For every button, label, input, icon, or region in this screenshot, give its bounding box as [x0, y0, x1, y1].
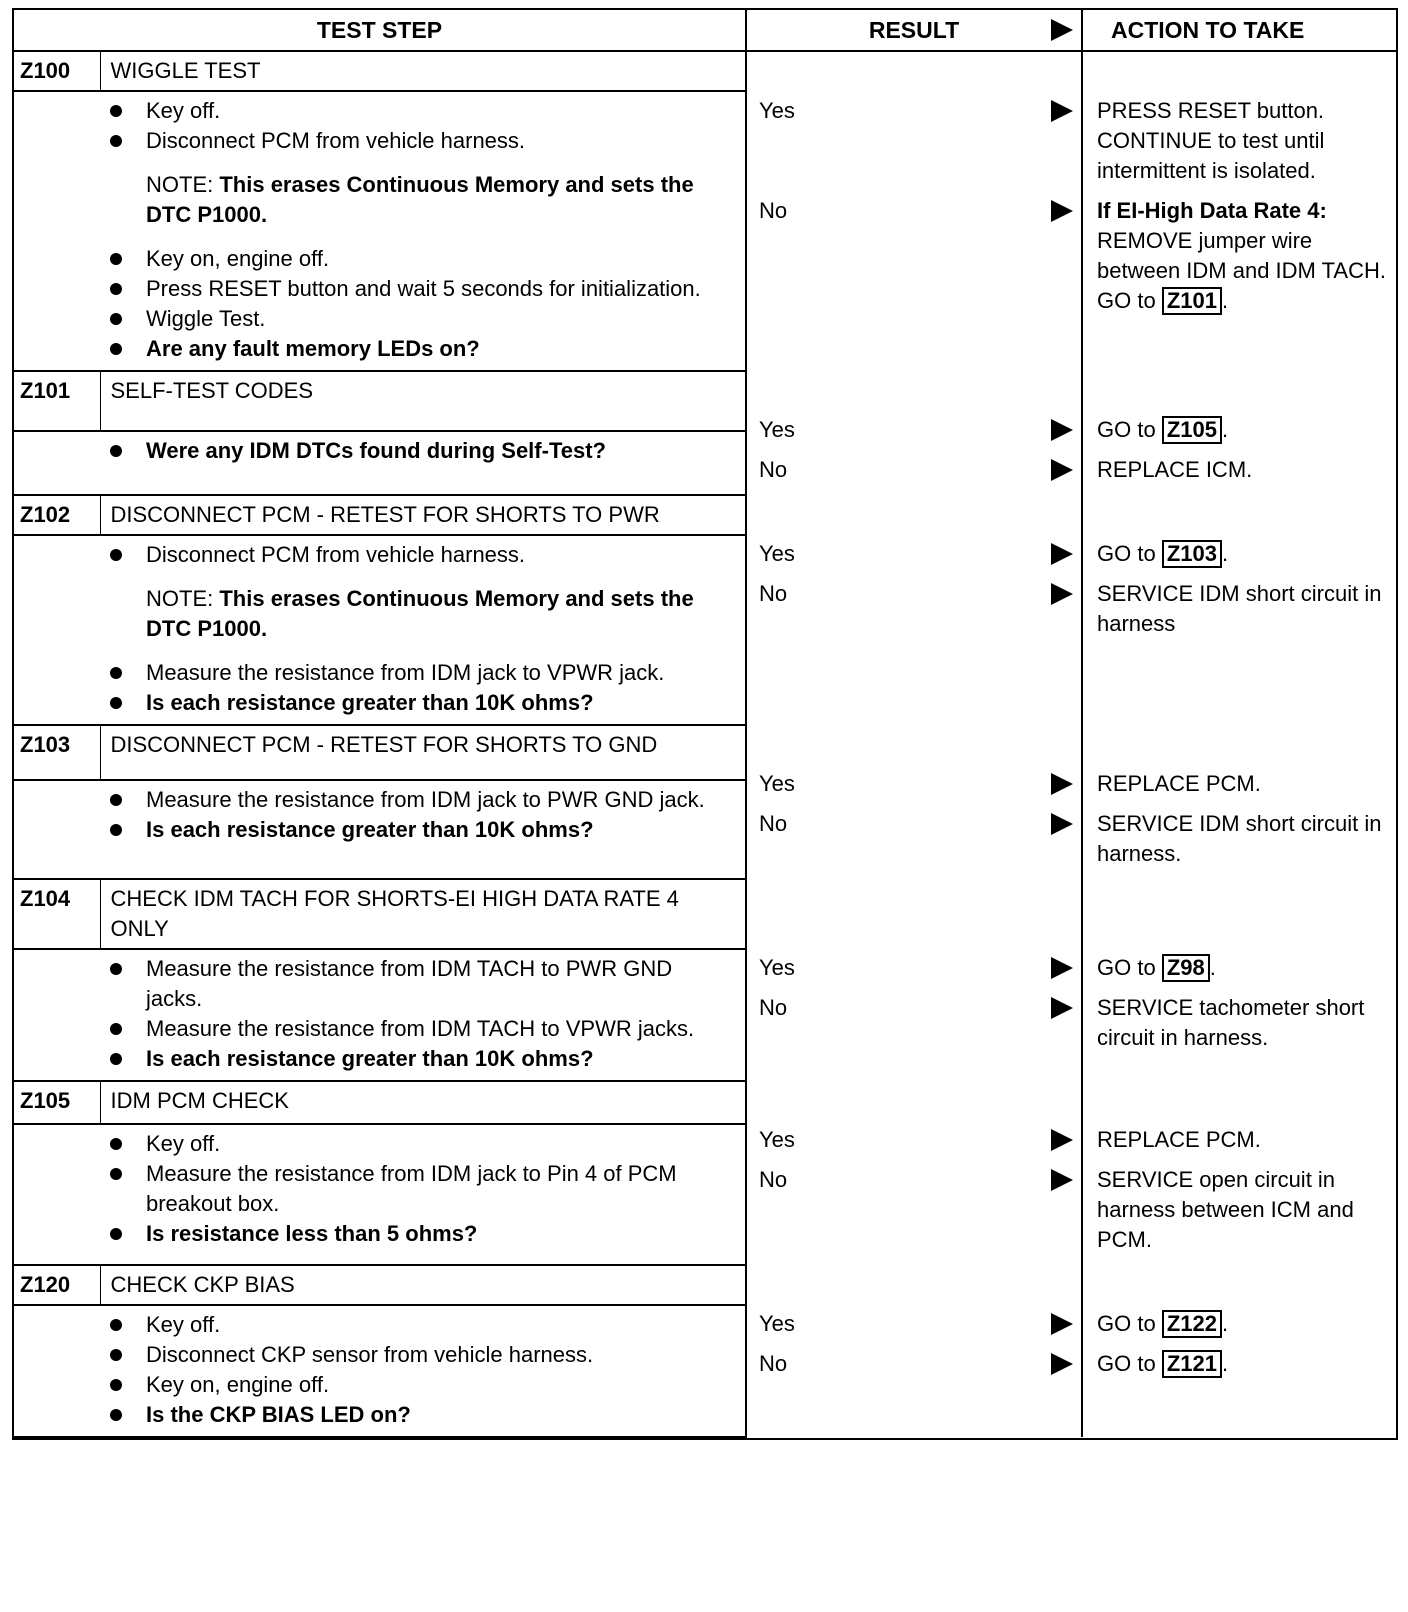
header-result	[746, 10, 1082, 51]
action-suffix: .	[1221, 417, 1229, 442]
result-cell	[746, 725, 1082, 879]
instruction-list	[106, 540, 733, 570]
bullet-icon	[110, 1168, 122, 1180]
step-instructions	[14, 780, 746, 879]
result-list	[747, 725, 1081, 879]
instruction-text: Key off.	[146, 1312, 221, 1337]
instruction-list	[106, 1310, 733, 1430]
bullet-icon	[110, 313, 122, 325]
action-cell	[1082, 725, 1396, 879]
result-row	[747, 455, 1081, 495]
instruction-text: Measure the resistance from IDM jack to Pin 4 of PCM breakout box.	[146, 1160, 677, 1216]
instruction-item	[106, 1129, 733, 1159]
instruction-text: Were any IDM DTCs found during Self-Test?	[146, 438, 606, 464]
instruction-item	[106, 815, 733, 845]
action-text	[1083, 96, 1396, 186]
result-row	[747, 196, 1081, 326]
instruction-text: Is resistance less than 5 ohms?	[146, 1220, 478, 1246]
step-reference-link[interactable]: Z122	[1162, 1310, 1222, 1338]
instruction-item	[106, 334, 733, 364]
result-row	[747, 1309, 1081, 1349]
step-title-row	[14, 725, 1396, 780]
step-instructions	[14, 1124, 746, 1265]
step-id: Z101	[14, 371, 100, 431]
action-list	[1083, 495, 1396, 639]
step-title: SELF-TEST CODES	[100, 371, 746, 431]
instruction-item	[106, 954, 733, 1014]
step-title: CHECK IDM TACH FOR SHORTS-EI HIGH DATA RATE 4 ONLY	[100, 879, 746, 949]
instruction-item	[106, 658, 733, 688]
arrow-right-icon	[1051, 997, 1073, 1019]
step-title-row	[14, 371, 1396, 431]
step-id: Z105	[14, 1081, 100, 1124]
step-title: WIGGLE TEST	[100, 51, 746, 91]
result-label: Yes	[759, 1127, 795, 1152]
arrow-right-icon	[1051, 1313, 1073, 1335]
header-result-label: RESULT	[868, 16, 960, 43]
note	[106, 170, 733, 230]
action-instruction: GO to	[1097, 417, 1156, 442]
step-instructions	[14, 949, 746, 1081]
step-reference-link[interactable]: Z121	[1162, 1350, 1222, 1378]
bullet-icon	[110, 1138, 122, 1150]
action-list	[1083, 1081, 1396, 1255]
result-cell	[746, 51, 1082, 371]
action-cell	[1082, 51, 1396, 371]
action-instruction: REPLACE PCM.	[1097, 771, 1261, 796]
instruction-text: Disconnect CKP sensor from vehicle harness.	[146, 1342, 594, 1367]
result-label: No	[759, 198, 788, 223]
action-cell	[1082, 879, 1396, 1081]
result-label: No	[759, 811, 788, 836]
instruction-text: Key on, engine off.	[146, 246, 330, 271]
result-row	[747, 1349, 1081, 1389]
result-label: Yes	[759, 771, 795, 796]
instruction-text: Is each resistance greater than 10K ohms?	[146, 1046, 594, 1071]
instruction-text: Wiggle Test.	[146, 306, 266, 331]
instruction-list	[106, 244, 733, 364]
step-title-row	[14, 51, 1396, 91]
step-instructions	[14, 535, 746, 725]
arrow-right-icon	[1051, 1129, 1073, 1151]
instruction-text: Measure the resistance from IDM jack to PWR GND jack.	[146, 787, 705, 812]
action-suffix: .	[1221, 1351, 1229, 1376]
bullet-icon	[110, 135, 122, 147]
step-title: DISCONNECT PCM - RETEST FOR SHORTS TO GND	[100, 725, 746, 780]
action-text	[1083, 455, 1396, 485]
result-row	[747, 96, 1081, 196]
instruction-item	[106, 1370, 733, 1400]
result-label: No	[759, 1351, 788, 1376]
action-cell	[1082, 1081, 1396, 1265]
instruction-item	[106, 1340, 733, 1370]
step-title-row	[14, 1265, 1396, 1305]
result-label: No	[759, 581, 788, 606]
instruction-list	[106, 785, 733, 845]
instruction-text: Press RESET button and wait 5 seconds for initialization.	[146, 276, 701, 301]
action-instruction: GO to	[1097, 1311, 1156, 1336]
instruction-list	[106, 658, 733, 718]
result-row	[747, 1165, 1081, 1265]
arrow-right-icon	[1051, 19, 1073, 41]
instruction-item	[106, 540, 733, 570]
result-row	[747, 1125, 1081, 1165]
bullet-icon	[110, 1319, 122, 1331]
instruction-item	[106, 126, 733, 156]
result-label: Yes	[759, 955, 795, 980]
action-instruction: SERVICE IDM short circuit in harness.	[1097, 811, 1382, 866]
result-list	[747, 371, 1081, 495]
bullet-icon	[110, 549, 122, 561]
action-text	[1083, 415, 1396, 445]
step-title: IDM PCM CHECK	[100, 1081, 746, 1124]
result-list	[747, 1265, 1081, 1389]
instruction-list	[106, 436, 733, 466]
step-title: DISCONNECT PCM - RETEST FOR SHORTS TO PWR	[100, 495, 746, 535]
result-label: Yes	[759, 417, 795, 442]
result-cell	[746, 495, 1082, 725]
instruction-item	[106, 1014, 733, 1044]
instruction-text: Are any fault memory LEDs on?	[146, 336, 480, 361]
step-title-row	[14, 879, 1396, 949]
arrow-right-icon	[1051, 957, 1073, 979]
step-id: Z104	[14, 879, 100, 949]
action-text	[1083, 196, 1396, 316]
instruction-item	[106, 96, 733, 126]
step-reference-link[interactable]: Z105	[1162, 416, 1222, 444]
result-row	[747, 769, 1081, 809]
action-text	[1083, 1349, 1396, 1379]
action-instruction: GO to	[1097, 955, 1156, 980]
instruction-list	[106, 954, 733, 1074]
bullet-icon	[110, 697, 122, 709]
bullet-icon	[110, 1349, 122, 1361]
action-instruction: SERVICE IDM short circuit in harness	[1097, 581, 1382, 636]
step-instructions	[14, 91, 746, 371]
bullet-icon	[110, 963, 122, 975]
instruction-item	[106, 688, 733, 718]
instruction-text: Disconnect PCM from vehicle harness.	[146, 128, 526, 153]
instruction-text: Key on, engine off.	[146, 1372, 330, 1397]
action-text	[1083, 809, 1396, 869]
action-suffix: .	[1221, 288, 1229, 313]
step-title: CHECK CKP BIAS	[100, 1265, 746, 1305]
action-instruction: SERVICE tachometer short circuit in harness.	[1097, 995, 1365, 1050]
arrow-right-icon	[1051, 200, 1073, 222]
instruction-item	[106, 274, 733, 304]
action-suffix: .	[1221, 1311, 1229, 1336]
instruction-text: Is the CKP BIAS LED on?	[146, 1402, 411, 1427]
result-list	[747, 52, 1081, 326]
bullet-icon	[110, 445, 122, 457]
result-list	[747, 495, 1081, 649]
instruction-text: Measure the resistance from IDM TACH to PWR GND jacks.	[146, 956, 673, 1011]
arrow-right-icon	[1051, 583, 1073, 605]
result-row	[747, 993, 1081, 1063]
step-id: Z120	[14, 1265, 100, 1305]
step-id: Z103	[14, 725, 100, 780]
action-list	[1083, 52, 1396, 316]
step-id: Z102	[14, 495, 100, 535]
bullet-icon	[110, 1409, 122, 1421]
result-row	[747, 579, 1081, 649]
action-text	[1083, 579, 1396, 639]
action-list	[1083, 725, 1396, 869]
bullet-icon	[110, 1023, 122, 1035]
instruction-item	[106, 1400, 733, 1430]
instruction-text: Is each resistance greater than 10K ohms?	[146, 817, 594, 842]
result-label: Yes	[759, 1311, 795, 1336]
instruction-list	[106, 1129, 733, 1249]
action-text	[1083, 539, 1396, 569]
action-list	[1083, 879, 1396, 1053]
result-label: No	[759, 1167, 788, 1192]
instruction-item	[106, 1044, 733, 1074]
bullet-icon	[110, 253, 122, 265]
action-instruction: REMOVE jumper wire between IDM and IDM TACH. GO to	[1097, 228, 1386, 313]
result-label: No	[759, 457, 788, 482]
step-reference-link[interactable]: Z103	[1162, 540, 1222, 568]
instruction-item	[106, 1219, 733, 1249]
result-cell	[746, 371, 1082, 495]
test-step-table	[14, 10, 1396, 1438]
arrow-right-icon	[1051, 543, 1073, 565]
result-row	[747, 415, 1081, 455]
instruction-item	[106, 436, 733, 466]
result-cell	[746, 879, 1082, 1081]
bullet-icon	[110, 105, 122, 117]
step-instructions	[14, 431, 746, 495]
action-text	[1083, 993, 1396, 1053]
result-label: Yes	[759, 541, 795, 566]
table-body	[14, 51, 1396, 1437]
arrow-right-icon	[1051, 459, 1073, 481]
action-cell	[1082, 371, 1396, 495]
instruction-text: Measure the resistance from IDM TACH to VPWR jacks.	[146, 1016, 695, 1041]
arrow-right-icon	[1051, 100, 1073, 122]
action-instruction: REPLACE PCM.	[1097, 1127, 1261, 1152]
action-cell	[1082, 1265, 1396, 1437]
instruction-item	[106, 304, 733, 334]
step-title-row	[14, 1081, 1396, 1124]
result-row	[747, 953, 1081, 993]
bullet-icon	[110, 794, 122, 806]
action-text	[1083, 953, 1396, 983]
action-text	[1083, 1125, 1396, 1155]
result-cell	[746, 1081, 1082, 1265]
result-list	[747, 879, 1081, 1063]
instruction-item	[106, 244, 733, 274]
result-cell	[746, 1265, 1082, 1437]
arrow-right-icon	[1051, 419, 1073, 441]
result-label: Yes	[759, 98, 795, 123]
action-instruction: GO to	[1097, 1351, 1156, 1376]
action-instruction: SERVICE open circuit in harness between ICM and PCM.	[1097, 1167, 1354, 1252]
instruction-list	[106, 96, 733, 156]
header-test-step: TEST STEP	[14, 10, 746, 51]
instruction-text: Key off.	[146, 1130, 221, 1156]
action-instruction: PRESS RESET button. CONTINUE to test until intermittent is isolated.	[1097, 98, 1325, 183]
result-row	[747, 539, 1081, 579]
bullet-icon	[110, 667, 122, 679]
action-list	[1083, 371, 1396, 485]
header-action: ACTION TO TAKE	[1082, 10, 1396, 51]
action-text	[1083, 1165, 1396, 1255]
step-instructions	[14, 1305, 746, 1437]
instruction-text: Disconnect PCM from vehicle harness.	[146, 542, 526, 567]
action-condition: If EI-High Data Rate 4:	[1097, 198, 1327, 223]
bullet-icon	[110, 1228, 122, 1240]
step-reference-link[interactable]: Z98	[1162, 954, 1210, 982]
arrow-right-icon	[1051, 773, 1073, 795]
result-row	[747, 809, 1081, 879]
step-reference-link[interactable]: Z101	[1162, 287, 1222, 315]
action-instruction: GO to	[1097, 541, 1156, 566]
instruction-item	[106, 1310, 733, 1340]
action-suffix: .	[1209, 955, 1216, 980]
action-text	[1083, 769, 1396, 799]
arrow-right-icon	[1051, 1353, 1073, 1375]
result-label: No	[759, 995, 788, 1020]
arrow-right-icon	[1051, 1169, 1073, 1191]
note-text: This erases Continuous Memory and sets the DTC P1000.	[146, 586, 694, 641]
result-list	[747, 1081, 1081, 1265]
action-list	[1083, 1265, 1396, 1379]
instruction-text: Measure the resistance from IDM jack to VPWR jack.	[146, 660, 665, 685]
note	[106, 584, 733, 644]
bullet-icon	[110, 343, 122, 355]
header-row	[14, 10, 1396, 51]
step-title-row	[14, 495, 1396, 535]
note-prefix: NOTE:	[146, 172, 214, 197]
action-instruction: REPLACE ICM.	[1097, 457, 1253, 482]
action-text	[1083, 1309, 1396, 1339]
instruction-text: Is each resistance greater than 10K ohms?	[146, 690, 594, 715]
instruction-item	[106, 785, 733, 815]
note-prefix: NOTE:	[146, 586, 214, 611]
instruction-text: Key off.	[146, 98, 221, 123]
bullet-icon	[110, 1053, 122, 1065]
bullet-icon	[110, 1379, 122, 1391]
note-text: This erases Continuous Memory and sets the DTC P1000.	[146, 172, 694, 227]
action-suffix: .	[1221, 541, 1229, 566]
diagnostic-table	[12, 8, 1398, 1440]
bullet-icon	[110, 283, 122, 295]
bullet-icon	[110, 824, 122, 836]
arrow-right-icon	[1051, 813, 1073, 835]
step-id: Z100	[14, 51, 100, 91]
instruction-item	[106, 1159, 733, 1219]
action-cell	[1082, 495, 1396, 725]
